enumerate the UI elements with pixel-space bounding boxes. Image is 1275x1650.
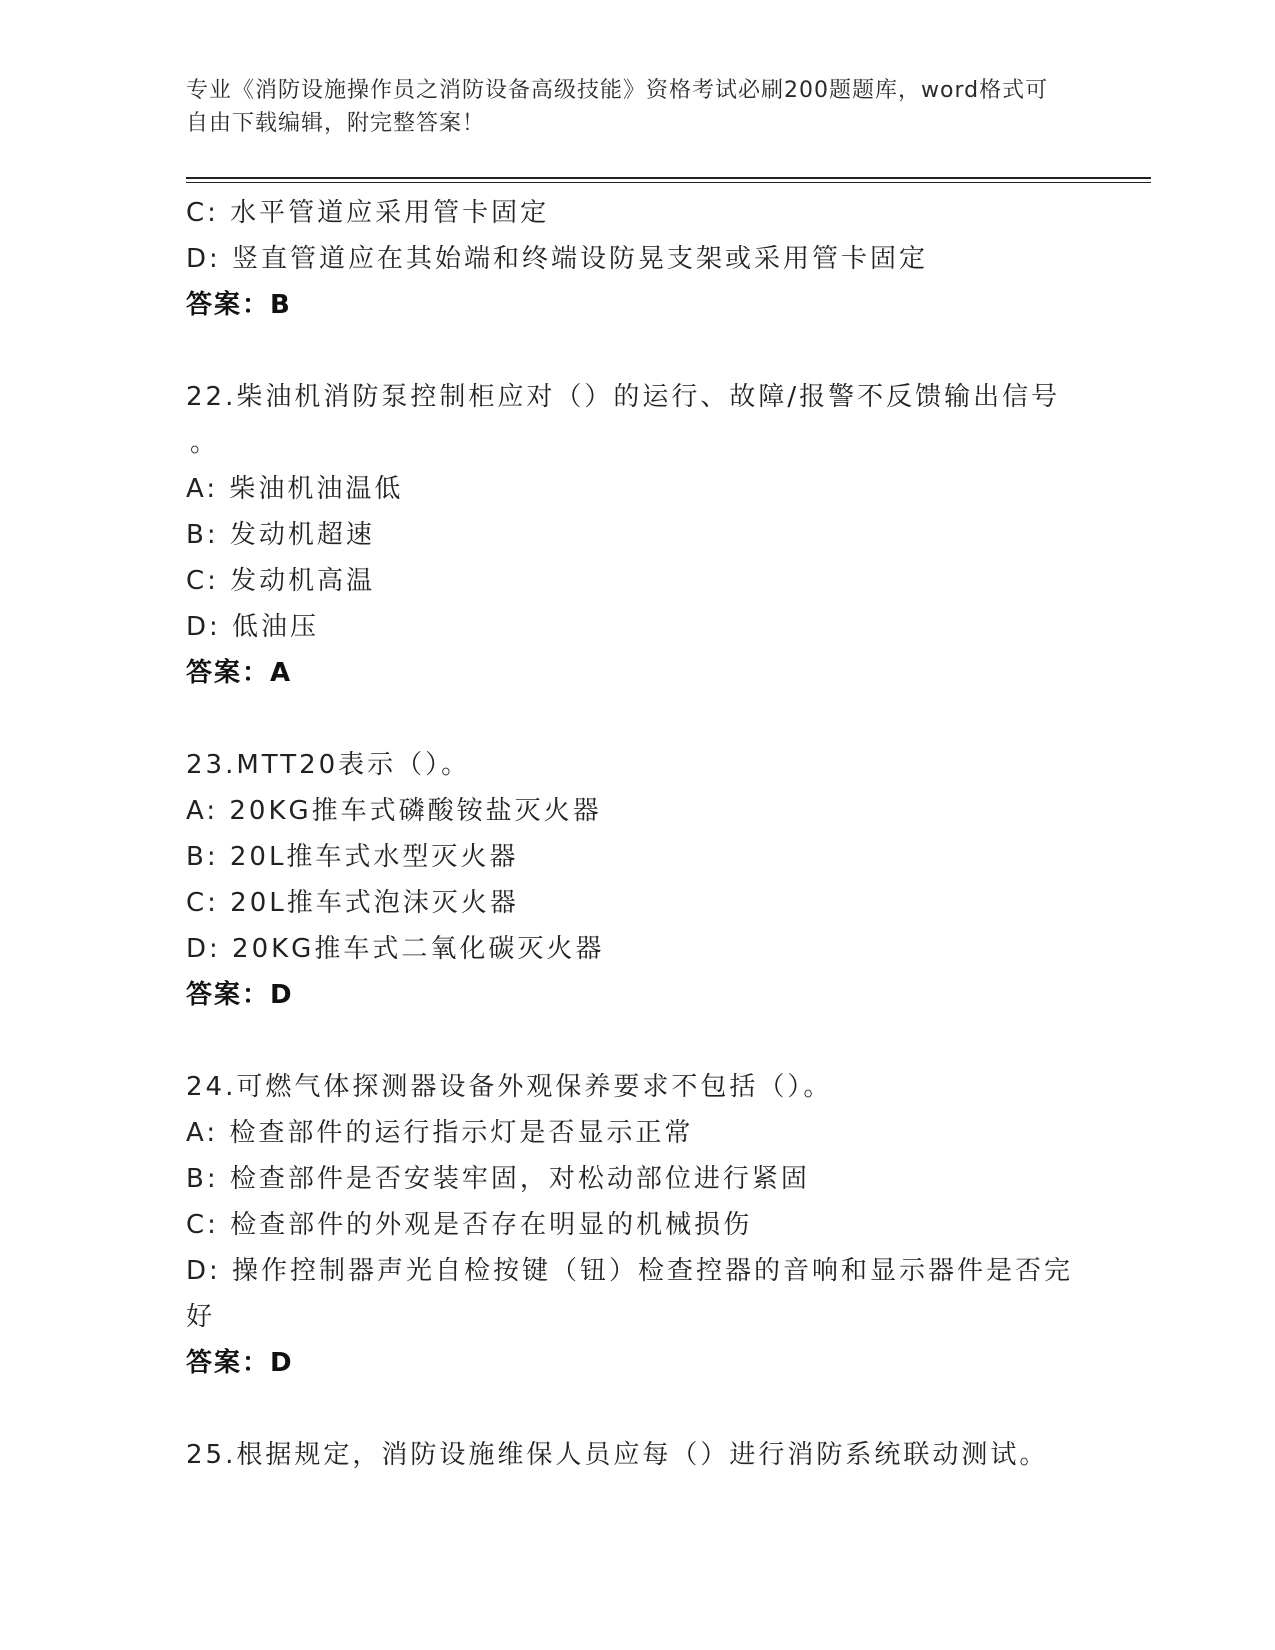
header-rule-thick <box>186 177 1151 179</box>
q24-option-b: B: 检查部件是否安装牢固，对松动部位进行紧固 <box>186 1164 810 1194</box>
q22-option-c: C: 发动机高温 <box>186 566 376 596</box>
document-header: 专业《消防设施操作员之消防设备高级技能》资格考试必刷200题题库，word格式可自由下载编辑，附完整答案！ <box>186 78 1049 136</box>
q24-option-a: A: 检查部件的运行指示灯是否显示正常 <box>186 1118 694 1148</box>
q24-option-d: D: 操作控制器声光自检按键（钮）检查控器的音响和显示器件是否完 <box>186 1256 1074 1286</box>
q24-question: 24.可燃气体探测器设备外观保养要求不包括（）。 <box>186 1072 833 1102</box>
q23-option-b: B: 20L推车式水型灭火器 <box>186 842 519 872</box>
q22-option-d: D: 低油压 <box>186 612 320 642</box>
q22-question-tail: 。 <box>190 428 217 458</box>
q24-option-d-tail: 好 <box>186 1302 216 1332</box>
q22-option-b: B: 发动机超速 <box>186 520 375 550</box>
prev-answer: 答案：B <box>186 290 292 320</box>
prev-option-c: C: 水平管道应采用管卡固定 <box>186 198 550 228</box>
q24-option-c: C: 检查部件的外观是否存在明显的机械损伤 <box>186 1210 753 1240</box>
q25-question: 25.根据规定，消防设施维保人员应每（）进行消防系统联动测试。 <box>186 1440 1049 1470</box>
q23-option-a: A: 20KG推车式磷酸铵盐灭火器 <box>186 796 602 826</box>
q22-option-a: A: 柴油机油温低 <box>186 474 404 504</box>
q23-option-c: C: 20L推车式泡沫灭火器 <box>186 888 519 918</box>
q23-option-d: D: 20KG推车式二氧化碳灭火器 <box>186 934 605 964</box>
q23-question: 23.MTT20表示（）。 <box>186 750 471 780</box>
q24-answer: 答案：D <box>186 1348 294 1378</box>
q22-question: 22.柴油机消防泵控制柜应对（）的运行、故障/报警不反馈输出信号 <box>186 382 1061 412</box>
prev-option-d: D: 竖直管道应在其始端和终端设防晃支架或采用管卡固定 <box>186 244 929 274</box>
header-rule-thin <box>186 182 1151 183</box>
q23-answer: 答案：D <box>186 980 294 1010</box>
q22-answer: 答案：A <box>186 658 293 688</box>
question-content <box>186 190 1076 1478</box>
